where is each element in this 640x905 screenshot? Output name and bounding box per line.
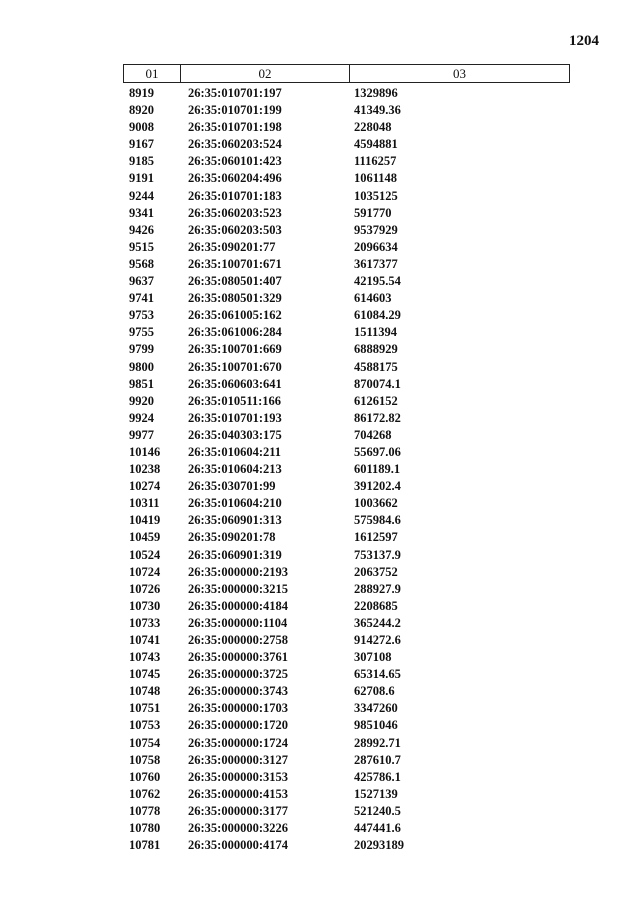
table-cell-02: 26:35:010701:193	[188, 410, 282, 425]
table-row	[123, 683, 570, 700]
table-cell-03: 62708.6	[354, 684, 395, 699]
table-cell-01: 10760	[129, 769, 161, 784]
table-cell-01: 9568	[129, 256, 154, 271]
table-row	[123, 547, 570, 564]
table-cell-02: 26:35:000000:4174	[188, 838, 288, 853]
table-cell-03: 1329896	[354, 86, 398, 100]
table-cell-02: 26:35:060901:313	[188, 513, 282, 528]
table-cell-01: 10778	[129, 803, 161, 818]
table-cell-03: 86172.82	[354, 410, 401, 425]
table-cell-02: 26:35:000000:3127	[188, 752, 288, 767]
table-cell-02: 26:35:060203:503	[188, 222, 282, 237]
table-cell-01: 10748	[129, 684, 161, 699]
table-cell-03: 914272.6	[354, 633, 401, 647]
table-cell-03: 575984.6	[354, 513, 401, 528]
table-cell-02: 26:35:061006:284	[188, 325, 282, 340]
table-cell-01: 10733	[129, 615, 161, 630]
table-cell-01: 8920	[129, 103, 154, 118]
table-row	[123, 170, 570, 187]
table-cell-02: 26:35:061005:162	[188, 308, 282, 323]
table-cell-02: 26:35:000000:1104	[188, 615, 288, 630]
table-row	[123, 290, 570, 307]
table-row	[123, 700, 570, 717]
table-cell-03: 1035125	[354, 188, 398, 203]
table-cell-01: 10780	[129, 821, 161, 836]
table-row	[123, 615, 570, 632]
table-cell-03: 55697.06	[354, 444, 401, 459]
table-cell-02: 26:35:010604:211	[188, 444, 282, 459]
table-cell-01: 10459	[129, 530, 161, 545]
table-cell-01: 10311	[129, 496, 160, 511]
table-row	[123, 324, 570, 341]
table-row	[123, 205, 570, 222]
table-cell-01: 9515	[129, 239, 154, 254]
table-cell-01: 10146	[129, 444, 161, 459]
table-cell-01: 9755	[129, 325, 154, 340]
table-cell-03: 6888929	[354, 342, 398, 357]
table-cell-01: 10741	[129, 633, 161, 647]
table-row	[123, 495, 570, 512]
table-cell-03: 1116257	[354, 154, 397, 169]
table-cell-02: 26:35:000000:3725	[188, 667, 288, 682]
table-body	[123, 85, 570, 854]
table-cell-03: 307108	[354, 650, 392, 665]
table-cell-03: 65314.65	[354, 667, 401, 682]
table-row	[123, 136, 570, 153]
table-cell-02: 26:35:010604:213	[188, 462, 282, 477]
table-cell-03: 2208685	[354, 598, 398, 613]
table-cell-01: 10524	[129, 547, 161, 562]
table-row	[123, 564, 570, 581]
data-table	[123, 64, 570, 854]
table-row	[123, 649, 570, 666]
table-cell-02: 26:35:000000:3743	[188, 684, 288, 699]
table-cell-01: 10726	[129, 581, 161, 596]
table-cell-03: 288927.9	[354, 581, 401, 596]
table-cell-02: 26:35:010701:198	[188, 120, 282, 135]
table-cell-01: 10274	[129, 479, 161, 494]
header-cell-02: 02	[181, 65, 350, 82]
table-cell-01: 10238	[129, 462, 161, 477]
table-cell-01: 9341	[129, 205, 154, 220]
table-cell-01: 9167	[129, 137, 154, 152]
table-row	[123, 581, 570, 598]
table-cell-03: 3347260	[354, 701, 398, 716]
table-row	[123, 666, 570, 683]
table-row	[123, 837, 570, 854]
table-cell-01: 10758	[129, 752, 161, 767]
table-cell-01: 9924	[129, 410, 154, 425]
table-cell-01: 8919	[129, 86, 154, 100]
table-cell-01: 10781	[129, 838, 161, 853]
header-cell-01: 01	[124, 65, 181, 82]
table-row	[123, 512, 570, 529]
table-row	[123, 376, 570, 393]
table-cell-02: 26:35:000000:1703	[188, 701, 288, 716]
table-cell-02: 26:35:080501:407	[188, 274, 282, 289]
table-row	[123, 102, 570, 119]
table-cell-02: 26:35:010701:197	[188, 86, 282, 100]
table-cell-01: 10724	[129, 564, 161, 579]
table-row	[123, 769, 570, 786]
table-cell-03: 3617377	[354, 256, 398, 271]
table-cell-01: 10745	[129, 667, 161, 682]
header-cell-03: 03	[453, 65, 466, 81]
table-row	[123, 717, 570, 734]
table-row	[123, 478, 570, 495]
table-row	[123, 752, 570, 769]
table-cell-02: 26:35:060203:524	[188, 137, 282, 152]
table-cell-01: 9637	[129, 274, 154, 289]
table-cell-02: 26:35:000000:3177	[188, 803, 288, 818]
table-row	[123, 444, 570, 461]
table-row	[123, 803, 570, 820]
table-cell-01: 9008	[129, 120, 154, 135]
table-cell-03: 20293189	[354, 838, 404, 853]
table-row	[123, 410, 570, 427]
table-cell-03: 228048	[354, 120, 392, 135]
table-cell-01: 9977	[129, 427, 154, 442]
table-row	[123, 393, 570, 410]
table-cell-03: 591770	[354, 205, 392, 220]
table-cell-01: 10419	[129, 513, 161, 528]
table-cell-01: 9191	[129, 171, 154, 186]
table-row	[123, 153, 570, 170]
table-cell-03: 614603	[354, 291, 392, 306]
table-cell-01: 10743	[129, 650, 161, 665]
table-cell-02: 26:35:000000:3761	[188, 650, 288, 665]
table-row	[123, 341, 570, 358]
table-cell-03: 391202.4	[354, 479, 401, 494]
table-cell-02: 26:35:060204:496	[188, 171, 282, 186]
table-cell-01: 9741	[129, 291, 154, 306]
table-row	[123, 427, 570, 444]
table-row	[123, 256, 570, 273]
table-cell-03: 4588175	[354, 359, 398, 374]
table-cell-03: 704268	[354, 427, 392, 442]
page-number: 1204	[569, 33, 599, 49]
table-row	[123, 598, 570, 615]
table-cell-02: 26:35:000000:3215	[188, 581, 288, 596]
table-cell-03: 1511394	[354, 325, 398, 340]
table-row	[123, 461, 570, 478]
table-cell-02: 26:35:090201:77	[188, 239, 276, 254]
table-cell-02: 26:35:010604:210	[188, 496, 282, 511]
table-cell-01: 10754	[129, 735, 161, 750]
table-cell-03: 753137.9	[354, 547, 401, 562]
table-cell-03: 9851046	[354, 718, 398, 733]
table-cell-02: 26:35:060203:523	[188, 205, 282, 220]
table-cell-02: 26:35:060901:319	[188, 547, 282, 562]
table-cell-02: 26:35:100701:671	[188, 256, 282, 271]
table-cell-02: 26:35:000000:4184	[188, 598, 288, 613]
table-cell-01: 9244	[129, 188, 154, 203]
table-cell-03: 365244.2	[354, 615, 401, 630]
table-row	[123, 820, 570, 837]
table-cell-02: 26:35:060101:423	[188, 154, 282, 169]
table-row	[123, 222, 570, 239]
table-cell-03: 1612597	[354, 530, 398, 545]
table-cell-02: 26:35:000000:2758	[188, 633, 288, 647]
table-cell-02: 26:35:090201:78	[188, 530, 276, 545]
table-cell-03: 2096634	[354, 239, 398, 254]
table-cell-03: 4594881	[354, 137, 398, 152]
table-cell-02: 26:35:060603:641	[188, 376, 282, 391]
table-row	[123, 632, 570, 649]
table-cell-03: 41349.36	[354, 103, 401, 118]
table-cell-02: 26:35:000000:1724	[188, 735, 288, 750]
table-cell-01: 10753	[129, 718, 161, 733]
table-cell-03: 1003662	[354, 496, 398, 511]
table-cell-03: 1061148	[354, 171, 398, 186]
table-cell-03: 870074.1	[354, 376, 401, 391]
table-cell-02: 26:35:000000:4153	[188, 786, 288, 801]
table-cell-02: 26:35:000000:1720	[188, 718, 288, 733]
table-cell-02: 26:35:000000:3226	[188, 821, 288, 836]
table-cell-01: 9753	[129, 308, 154, 323]
table-cell-01: 10751	[129, 701, 161, 716]
table-header	[123, 64, 570, 83]
table-cell-01: 9851	[129, 376, 154, 391]
table-cell-03: 2063752	[354, 564, 398, 579]
table-row	[123, 188, 570, 205]
table-cell-03: 425786.1	[354, 769, 401, 784]
table-cell-03: 6126152	[354, 393, 398, 408]
table-cell-01: 10762	[129, 786, 161, 801]
table-row	[123, 359, 570, 376]
table-cell-01: 9800	[129, 359, 154, 374]
table-cell-02: 26:35:030701:99	[188, 479, 276, 494]
table-row	[123, 735, 570, 752]
table-cell-02: 26:35:010701:199	[188, 103, 282, 118]
table-cell-03: 9537929	[354, 222, 398, 237]
table-cell-03: 521240.5	[354, 803, 401, 818]
table-row	[123, 273, 570, 290]
table-cell-01: 9920	[129, 393, 154, 408]
table-cell-03: 601189.1	[354, 462, 401, 477]
table-cell-02: 26:35:100701:670	[188, 359, 282, 374]
table-cell-02: 26:35:040303:175	[188, 427, 282, 442]
table-cell-01: 9185	[129, 154, 154, 169]
table-cell-03: 1527139	[354, 786, 398, 801]
table-cell-02: 26:35:010701:183	[188, 188, 282, 203]
table-cell-03: 61084.29	[354, 308, 401, 323]
table-cell-02: 26:35:100701:669	[188, 342, 282, 357]
table-row	[123, 307, 570, 324]
table-cell-02: 26:35:000000:2193	[188, 564, 288, 579]
table-row	[123, 239, 570, 256]
table-cell-01: 9799	[129, 342, 154, 357]
table-cell-02: 26:35:080501:329	[188, 291, 282, 306]
table-row	[123, 786, 570, 803]
table-cell-03: 447441.6	[354, 821, 401, 836]
table-cell-03: 287610.7	[354, 752, 401, 767]
table-cell-01: 9426	[129, 222, 154, 237]
table-cell-03: 42195.54	[354, 274, 401, 289]
table-row	[123, 85, 570, 102]
table-cell-02: 26:35:000000:3153	[188, 769, 288, 784]
table-cell-01: 10730	[129, 598, 161, 613]
table-cell-03: 28992.71	[354, 735, 401, 750]
table-cell-02: 26:35:010511:166	[188, 393, 282, 408]
table-row	[123, 119, 570, 136]
table-row	[123, 529, 570, 546]
